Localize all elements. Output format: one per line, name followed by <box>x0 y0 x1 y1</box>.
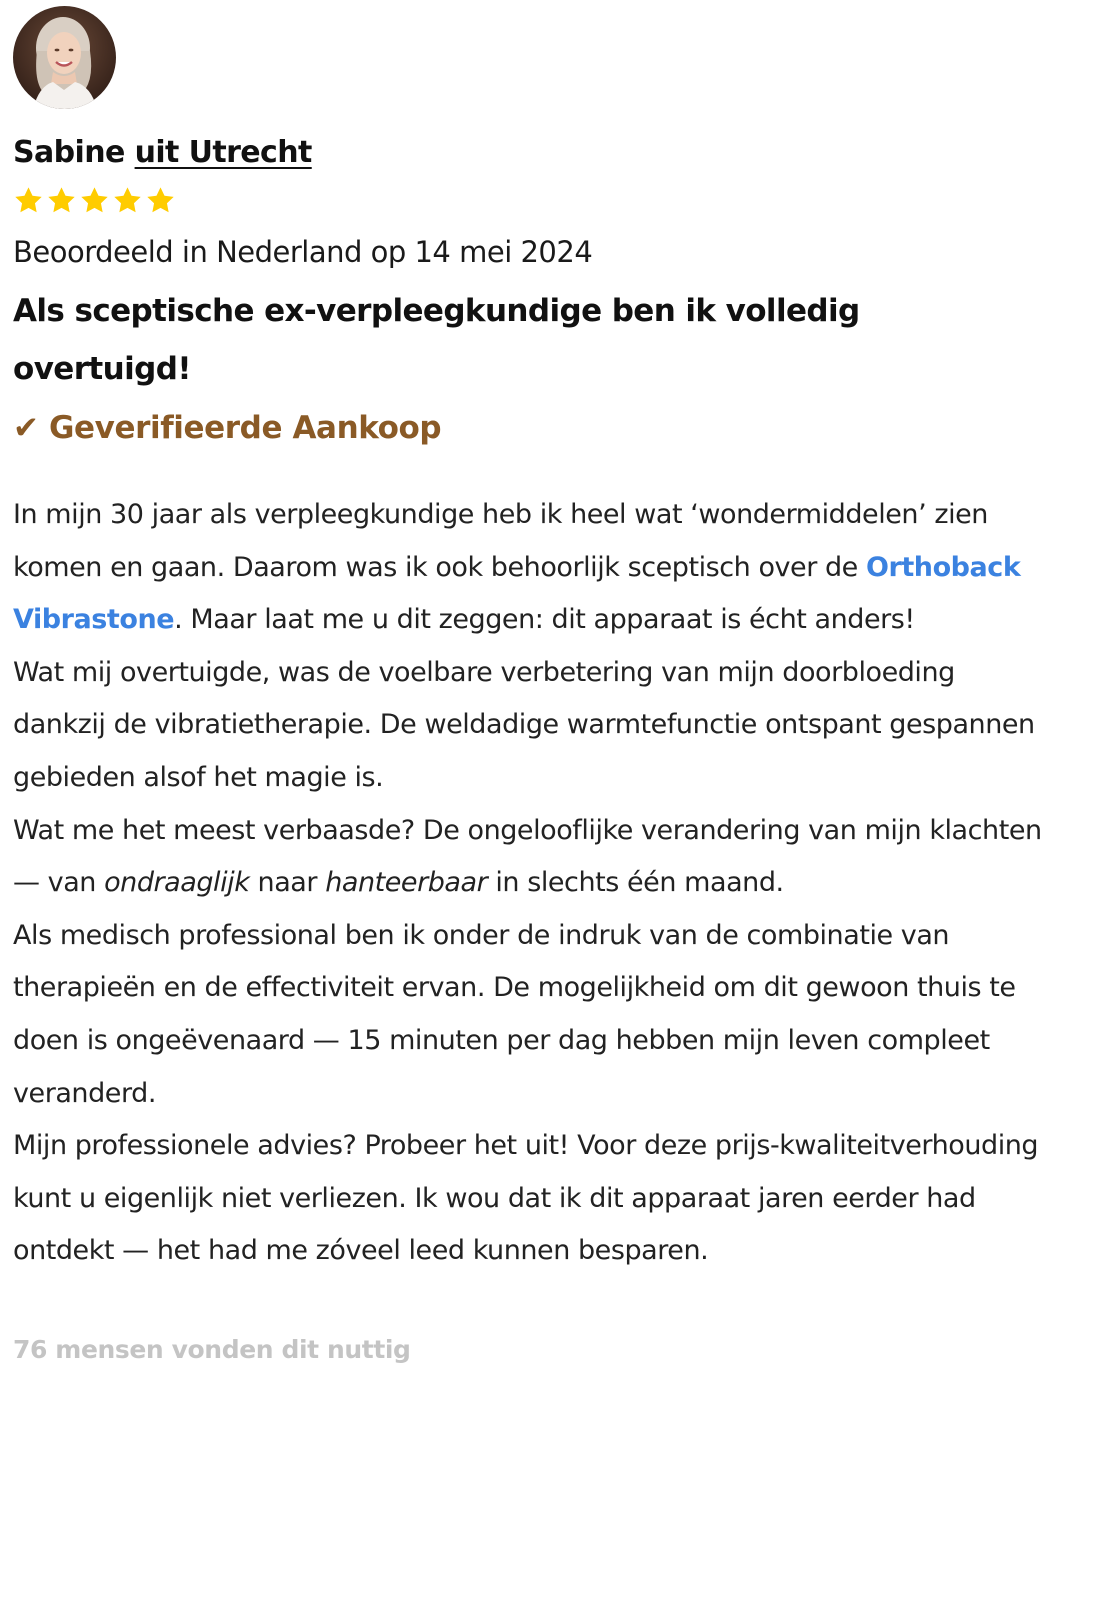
review-author <box>13 135 1093 175</box>
star-icon <box>13 185 44 216</box>
checkmark-icon: ✔ <box>13 410 39 446</box>
review-card <box>13 6 1093 1364</box>
star-rating <box>13 180 1093 220</box>
star-icon <box>145 185 176 216</box>
review-body <box>13 489 1053 1278</box>
star-icon <box>79 185 110 216</box>
review-paragraph: Wat me het meest verbaasde? De ongelooflijke verandering van mijn klachten — van ondraaglijk naar hanteerbaar in slechts één maand. <box>13 814 1042 899</box>
review-title: Als sceptische ex-verpleegkundige ben ik volledig overtuigd! <box>13 293 860 387</box>
star-icon <box>112 185 143 216</box>
verified-purchase-badge <box>13 399 1093 457</box>
helpful-count: 76 mensen vonden dit nuttig <box>13 1334 411 1364</box>
review-paragraph: Mijn professionele advies? Probeer het uit! Voor deze prijs-kwaliteitverhouding kunt u eigenlijk niet verliezen. Ik wou dat ik dit apparaat jaren eerder had ontdekt — het had me zóveel leed kunnen besparen. <box>13 1130 1039 1267</box>
review-paragraph: In mijn 30 jaar als verpleegkundige heb ik heel wat ‘wondermiddelen’ zien komen en gaan. Daarom was ik ook behoorlijk sceptisch over de Orthoback Vibrastone. Maar laat me u dit zeggen: dit apparaat is écht anders! <box>13 499 1021 636</box>
verified-purchase-label: Geverifieerde Aankoop <box>48 410 442 446</box>
avatar <box>13 6 116 109</box>
author-location-link[interactable]: uit Utrecht <box>134 135 312 170</box>
star-icon <box>46 185 77 216</box>
review-paragraph: Als medisch professional ben ik onder de indruk van de combinatie van therapieën en de effectiviteit ervan. De mogelijkheid om dit gewoon thuis te doen is ongeëvenaard — 15 minuten per dag hebben mijn leven compleet veranderd. <box>13 919 1016 1109</box>
review-paragraph: Wat mij overtuigde, was de voelbare verbetering van mijn doorbloeding dankzij de vibratietherapie. De weldadige warmtefunctie ontspant gespannen gebieden alsof het magie is. <box>13 656 1035 793</box>
product-link[interactable]: Orthoback Vibrastone <box>13 551 1021 636</box>
author-name: Sabine <box>13 135 125 170</box>
review-date: Beoordeeld in Nederland op 14 mei 2024 <box>13 235 593 269</box>
